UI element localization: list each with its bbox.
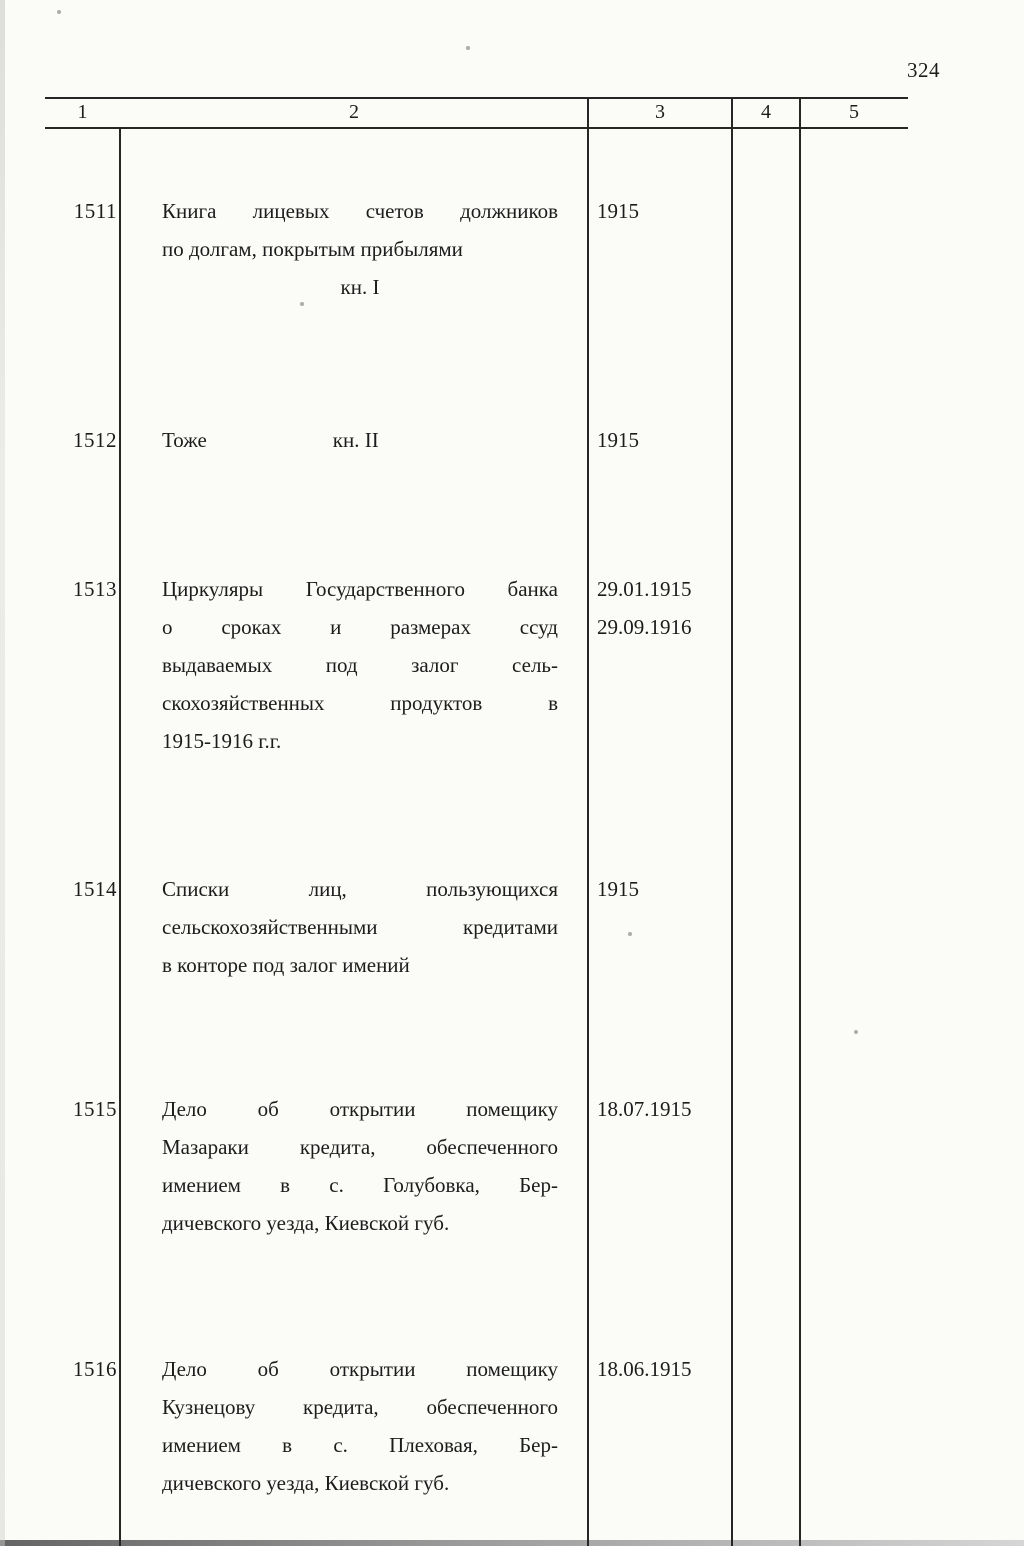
description-line: сельскохозяйственными кредитами — [162, 915, 558, 939]
scan-speck — [854, 1030, 858, 1034]
entry-date: 1915 — [597, 199, 639, 223]
scan-edge-bottom — [0, 1540, 1024, 1546]
entry-dates — [597, 570, 729, 646]
entry-number: 1514 — [73, 877, 117, 901]
column-divider-1-2 — [119, 128, 121, 1546]
ditto-text: Тоже — [162, 428, 207, 452]
description-line: о сроках и размерах ссуд — [162, 615, 558, 639]
description-line: Кузнецову кредита, обеспеченного — [162, 1395, 558, 1419]
description-line: Списки лиц, пользующихся — [162, 877, 558, 901]
entry-date: 29.01.1915 — [597, 577, 692, 601]
description-line: имением в с. Плеховая, Бер- — [162, 1433, 558, 1457]
entry-description — [162, 421, 558, 459]
entry-description — [162, 1350, 558, 1502]
header-bottom-rule — [45, 127, 908, 129]
column-header-4: 4 — [761, 101, 771, 123]
description-line: Дело об открытии помещику — [162, 1357, 558, 1381]
column-header-5: 5 — [849, 101, 859, 123]
entry-dates — [597, 1350, 729, 1388]
entry-dates — [597, 870, 729, 908]
description-line: дичевского уезда, Киевской губ. — [162, 1211, 450, 1235]
entry-number: 1512 — [73, 428, 117, 452]
scan-speck — [466, 46, 470, 50]
entry-dates — [597, 192, 729, 230]
entry-number: 1516 — [73, 1357, 117, 1381]
entry-description — [162, 570, 558, 760]
entry-dates — [597, 421, 729, 459]
entry-date: 1915 — [597, 877, 639, 901]
description-line: Книга лицевых счетов должников — [162, 199, 558, 223]
entry-date: 18.06.1915 — [597, 1357, 692, 1381]
entry-description — [162, 1090, 558, 1242]
description-line: Мазараки кредита, обеспеченного — [162, 1135, 558, 1159]
description-line: Дело об открытии помещику — [162, 1097, 558, 1121]
description-line: дичевского уезда, Киевской губ. — [162, 1471, 450, 1495]
scan-edge-left — [0, 0, 5, 1546]
column-header-1: 1 — [77, 101, 88, 123]
entry-description — [162, 870, 558, 984]
description-line: имением в с. Голубовка, Бер- — [162, 1173, 558, 1197]
description-line: кн. I — [340, 275, 380, 299]
column-header-3: 3 — [655, 101, 665, 123]
book-number: кн. II — [332, 428, 379, 452]
table-top-rule — [45, 97, 908, 99]
description-line — [162, 421, 558, 459]
column-divider-4-5 — [799, 98, 801, 1546]
description-line: Циркуляры Государственного банка — [162, 577, 558, 601]
entry-date: 18.07.1915 — [597, 1097, 692, 1121]
scan-speck — [57, 10, 61, 14]
description-line: скохозяйственных продуктов в — [162, 691, 558, 715]
entry-date: 29.09.1916 — [597, 615, 692, 639]
description-line: выдаваемых под залог сель- — [162, 653, 558, 677]
column-divider-2-3 — [587, 98, 589, 1546]
page-number: 324 — [907, 58, 940, 82]
scan-speck — [628, 932, 632, 936]
entry-date: 1915 — [597, 428, 639, 452]
entry-description — [162, 192, 558, 306]
description-line: в конторе под залог имений — [162, 953, 410, 977]
entry-dates — [597, 1090, 729, 1128]
column-header-2: 2 — [349, 101, 359, 123]
entry-number: 1513 — [73, 577, 117, 601]
column-divider-3-4 — [731, 98, 733, 1546]
description-line: по долгам, покрытым прибылями — [162, 237, 463, 261]
entry-number: 1511 — [73, 199, 117, 223]
entry-number: 1515 — [73, 1097, 117, 1121]
description-line: 1915-1916 г.г. — [162, 729, 282, 753]
